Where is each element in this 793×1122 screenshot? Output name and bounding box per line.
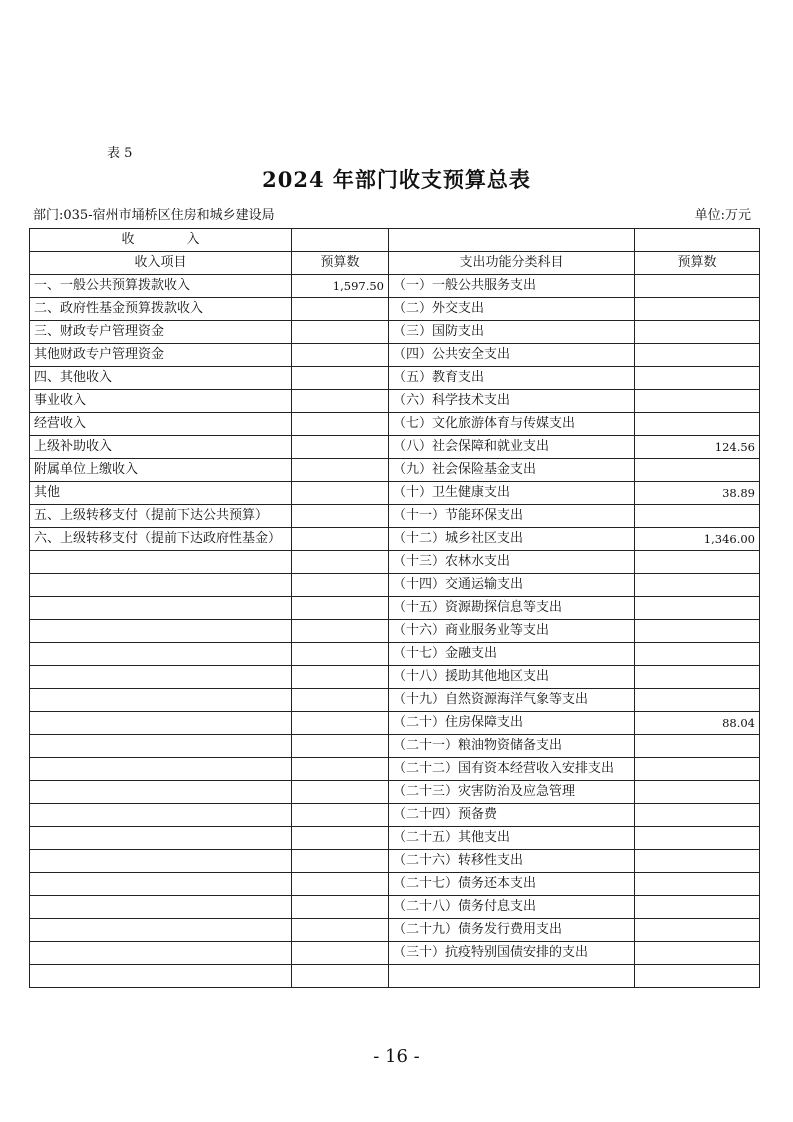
expense-item-cell: （十七）金融支出 — [389, 643, 635, 666]
expense-item-cell: （八）社会保障和就业支出 — [389, 436, 635, 459]
expense-amount-cell — [635, 367, 760, 390]
table-row — [30, 873, 760, 896]
income-item-cell: 五、上级转移支付（提前下达公共预算） — [30, 505, 292, 528]
expense-item-cell: （九）社会保险基金支出 — [389, 459, 635, 482]
table-row — [30, 758, 760, 781]
income-amount-cell — [292, 413, 389, 436]
income-amount-cell — [292, 551, 389, 574]
income-item-cell — [30, 597, 292, 620]
expense-amount-cell — [635, 850, 760, 873]
table-row — [30, 367, 760, 390]
expense-amount-cell — [635, 620, 760, 643]
income-amount-cell: 1,597.50 — [292, 275, 389, 298]
expense-amount-cell — [635, 643, 760, 666]
expense-item-cell: （二）外交支出 — [389, 298, 635, 321]
expense-amount-cell — [635, 827, 760, 850]
expense-item-cell: （十）卫生健康支出 — [389, 482, 635, 505]
department-label: 部门:035-宿州市埇桥区住房和城乡建设局 — [33, 208, 275, 223]
table-row — [30, 965, 760, 988]
expense-amount-cell — [635, 574, 760, 597]
table-row — [30, 275, 760, 298]
expense-item-cell: （一）一般公共服务支出 — [389, 275, 635, 298]
expense-item-cell: （十四）交通运输支出 — [389, 574, 635, 597]
table-row — [30, 804, 760, 827]
table-row — [30, 436, 760, 459]
income-item-cell — [30, 620, 292, 643]
table-row — [30, 919, 760, 942]
table-row — [30, 827, 760, 850]
expense-amount-cell — [635, 758, 760, 781]
header-blank-cell — [292, 229, 389, 252]
income-item-cell — [30, 942, 292, 965]
income-amount-cell — [292, 390, 389, 413]
table-row — [30, 390, 760, 413]
expense-amount-cell — [635, 597, 760, 620]
expense-amount-cell — [635, 781, 760, 804]
table-row — [30, 689, 760, 712]
expense-item-cell: （十五）资源勘探信息等支出 — [389, 597, 635, 620]
expense-item-cell: （五）教育支出 — [389, 367, 635, 390]
expense-item-cell: （二十）住房保障支出 — [389, 712, 635, 735]
income-amount-cell — [292, 758, 389, 781]
income-item-cell — [30, 896, 292, 919]
table-row — [30, 597, 760, 620]
expense-item-cell: （三十）抗疫特别国债安排的支出 — [389, 942, 635, 965]
table-row — [30, 298, 760, 321]
expense-item-cell: （二十四）预备费 — [389, 804, 635, 827]
table-row — [30, 781, 760, 804]
table-row — [30, 735, 760, 758]
income-amount-cell — [292, 298, 389, 321]
expense-section-header — [389, 229, 635, 252]
expense-item-cell — [389, 965, 635, 988]
income-amount-cell — [292, 781, 389, 804]
expense-amount-cell — [635, 919, 760, 942]
income-item-cell: 四、其他收入 — [30, 367, 292, 390]
income-item-cell — [30, 551, 292, 574]
table-row — [30, 850, 760, 873]
expense-amount-cell — [635, 275, 760, 298]
table-row — [30, 528, 760, 551]
page-number: - 16 - — [373, 1046, 420, 1067]
income-amount-cell — [292, 735, 389, 758]
header-blank-cell — [635, 229, 760, 252]
income-amount-cell — [292, 505, 389, 528]
column-header-income-item: 收入项目 — [30, 252, 292, 275]
expense-item-cell: （十八）援助其他地区支出 — [389, 666, 635, 689]
income-amount-cell — [292, 620, 389, 643]
expense-item-cell: （十二）城乡社区支出 — [389, 528, 635, 551]
income-item-cell — [30, 689, 292, 712]
income-item-cell — [30, 827, 292, 850]
table-row — [30, 459, 760, 482]
income-amount-cell — [292, 942, 389, 965]
table-row — [30, 712, 760, 735]
income-amount-cell — [292, 574, 389, 597]
table-row — [30, 574, 760, 597]
table-row — [30, 620, 760, 643]
expense-item-cell: （四）公共安全支出 — [389, 344, 635, 367]
table-row — [30, 344, 760, 367]
income-amount-cell — [292, 436, 389, 459]
income-item-cell — [30, 919, 292, 942]
expense-item-cell: （二十七）债务还本支出 — [389, 873, 635, 896]
income-amount-cell — [292, 666, 389, 689]
expense-amount-cell — [635, 390, 760, 413]
income-item-cell: 其他财政专户管理资金 — [30, 344, 292, 367]
expense-amount-cell — [635, 666, 760, 689]
expense-item-cell: （二十三）灾害防治及应急管理 — [389, 781, 635, 804]
expense-amount-cell: 1,346.00 — [635, 528, 760, 551]
expense-amount-cell — [635, 873, 760, 896]
column-header-expense-amount: 预算数 — [635, 252, 760, 275]
expense-amount-cell — [635, 689, 760, 712]
expense-amount-cell — [635, 804, 760, 827]
income-item-cell: 一、一般公共预算拨款收入 — [30, 275, 292, 298]
expense-item-cell: （十三）农林水支出 — [389, 551, 635, 574]
income-amount-cell — [292, 597, 389, 620]
income-item-cell — [30, 735, 292, 758]
table-top-header — [30, 229, 760, 252]
income-amount-cell — [292, 321, 389, 344]
table-row — [30, 551, 760, 574]
expense-amount-cell — [635, 965, 760, 988]
income-amount-cell — [292, 344, 389, 367]
unit-label: 单位:万元 — [694, 208, 751, 223]
expense-item-cell: （十九）自然资源海洋气象等支出 — [389, 689, 635, 712]
expense-item-cell: （二十五）其他支出 — [389, 827, 635, 850]
expense-amount-cell — [635, 942, 760, 965]
income-item-cell — [30, 850, 292, 873]
table-row — [30, 482, 760, 505]
income-amount-cell — [292, 712, 389, 735]
expense-amount-cell — [635, 459, 760, 482]
table-row — [30, 505, 760, 528]
income-section-header: 收 入 — [30, 229, 292, 252]
table-row — [30, 643, 760, 666]
income-item-cell: 上级补助收入 — [30, 436, 292, 459]
table-row — [30, 666, 760, 689]
income-item-cell — [30, 643, 292, 666]
income-amount-cell — [292, 896, 389, 919]
expense-amount-cell: 38.89 — [635, 482, 760, 505]
income-item-cell: 二、政府性基金预算拨款收入 — [30, 298, 292, 321]
column-header-income-amount: 预算数 — [292, 252, 389, 275]
income-item-cell: 六、上级转移支付（提前下达政府性基金） — [30, 528, 292, 551]
income-item-cell — [30, 804, 292, 827]
table-row — [30, 413, 760, 436]
expense-item-cell: （二十八）债务付息支出 — [389, 896, 635, 919]
income-item-cell: 经营收入 — [30, 413, 292, 436]
income-amount-cell — [292, 482, 389, 505]
income-item-cell — [30, 666, 292, 689]
expense-amount-cell — [635, 505, 760, 528]
income-item-cell: 附属单位上缴收入 — [30, 459, 292, 482]
table-label: 表 5 — [107, 146, 133, 161]
income-item-cell — [30, 965, 292, 988]
expense-item-cell: （六）科学技术支出 — [389, 390, 635, 413]
income-amount-cell — [292, 689, 389, 712]
income-amount-cell — [292, 873, 389, 896]
expense-amount-cell: 88.04 — [635, 712, 760, 735]
income-item-cell: 其他 — [30, 482, 292, 505]
expense-item-cell: （二十一）粮油物资储备支出 — [389, 735, 635, 758]
table-row — [30, 942, 760, 965]
income-item-cell: 事业收入 — [30, 390, 292, 413]
expense-item-cell: （二十六）转移性支出 — [389, 850, 635, 873]
income-item-cell — [30, 781, 292, 804]
table-column-header — [30, 252, 760, 275]
expense-amount-cell — [635, 551, 760, 574]
page-title: 2024 年部门收支预算总表 — [262, 167, 531, 192]
income-item-cell: 三、财政专户管理资金 — [30, 321, 292, 344]
expense-item-cell: （十六）商业服务业等支出 — [389, 620, 635, 643]
expense-amount-cell — [635, 321, 760, 344]
expense-amount-cell — [635, 896, 760, 919]
income-amount-cell — [292, 850, 389, 873]
expense-item-cell: （七）文化旅游体育与传媒支出 — [389, 413, 635, 436]
income-item-cell — [30, 574, 292, 597]
income-amount-cell — [292, 827, 389, 850]
budget-table — [29, 228, 760, 988]
expense-amount-cell — [635, 735, 760, 758]
expense-item-cell: （二十二）国有资本经营收入安排支出 — [389, 758, 635, 781]
expense-amount-cell — [635, 298, 760, 321]
income-item-cell — [30, 873, 292, 896]
income-amount-cell — [292, 965, 389, 988]
expense-amount-cell — [635, 344, 760, 367]
table-row — [30, 321, 760, 344]
income-amount-cell — [292, 459, 389, 482]
expense-item-cell: （三）国防支出 — [389, 321, 635, 344]
income-item-cell — [30, 758, 292, 781]
income-amount-cell — [292, 367, 389, 390]
income-amount-cell — [292, 804, 389, 827]
column-header-expense-item: 支出功能分类科目 — [389, 252, 635, 275]
table-row — [30, 896, 760, 919]
income-amount-cell — [292, 528, 389, 551]
expense-amount-cell — [635, 413, 760, 436]
expense-amount-cell: 124.56 — [635, 436, 760, 459]
expense-item-cell: （十一）节能环保支出 — [389, 505, 635, 528]
income-amount-cell — [292, 643, 389, 666]
income-amount-cell — [292, 919, 389, 942]
expense-item-cell: （二十九）债务发行费用支出 — [389, 919, 635, 942]
income-item-cell — [30, 712, 292, 735]
